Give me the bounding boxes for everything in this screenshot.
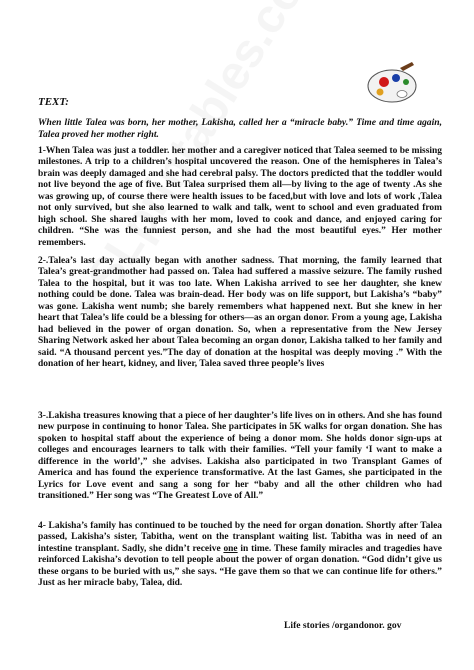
paragraph-4-part-2: in time. These family miracles and tragedies have reinforced Lakisha’s devotion to tell people about the power of organ donation. “God didn’t give us these organs to be buried with us,” she says. “He gave them so that we can continue life for others.” Just as her miracle baby, Talea, did. <box>38 543 442 589</box>
intro-paragraph: When little Talea was born, her mother, Lakisha, called her a “miracle baby.” Time and time again, Talea proved her mother right. <box>38 117 442 141</box>
paragraph-1: 1-When Talea was just a toddler. her mother and a caregiver noticed that Talea seemed to be missing milestones. A trip to a children’s hospital uncovered the reason. One of the hemispheres in Talea’s brain was deeply damaged and she had cerebral palsy. The doctors predicted that the toddler would not live beyond the age of five. But Talea surprised them all—by living to the age of twenty .As she was growing up, of course there were health issues to be faced,but with love and lots of work ,Talea not only survived, but she also learned to walk and talk, went to school and even graduated from high school. She shared laughs with her mom, loved to cook and dance, and enjoyed caring for children. “She was the funniest person, and she had the most beautiful eyes.” Her mother remembers. <box>38 146 442 248</box>
paragraph-2: 2-.Talea’s last day actually began with another sadness. That morning, the family learned that Talea’s great-grandmother had passed on. Talea had suffered a massive seizure. The family rushed Talea to the hospital, but it was too late. When Lakisha arrived to see her daughter, she knew nothing could be done. Talea was brain-dead. Her body was on life support, but Lakisha’s “baby” was gone. Lakisha went numb; she barely remembers what happened next. But she knew in her heart that Talea’s life could be a blessing for others—as an organ donor. From a young age, Lakisha had believed in the power of organ donation. So, when a representative from the New Jersey Sharing Network asked her about Talea becoming an organ donor, Lakisha talked to her family and said. “A thousand percent yes.”The day of donation at the hospital was deeply moving .” With the donation of her heart, kidney, and liver, Talea saved three people’s lives <box>38 256 442 370</box>
paragraph-3: 3-.Lakisha treasures knowing that a piece of her daughter’s life lives on in others. And she has found new purpose in continuing to honor Talea. She participates in 5K walks for organ donation. She has spoken to hospital staff about the experience of being a donor mom. She holds donor sign-ups at colleges and encourages learners to talk with their families. “Tell your family ‘I want to make a difference in the world’,” she advises. Lakisha also participated in two Transplant Games of America and has found the experience transformative. At the last Games, she participated in the Lyrics for Love event and sang a song for her “baby and all the other children who had transitioned.” Her song was “The Greatest Love of All.” <box>38 411 442 502</box>
source-citation: Life stories /organdonor. gov <box>284 620 402 631</box>
paragraph-4 <box>38 521 442 590</box>
section-title: TEXT: <box>38 96 69 108</box>
palette-logo <box>362 60 420 108</box>
underlined-word: one <box>223 543 238 554</box>
paragraph-4-part-1: 4- Lakisha’s family has continued to be touched by the need for organ donation. Shortly after Talea passed, Lakisha’s sister, Tabitha, went on the transplant waiting list. Tabitha was in need of an intestine transplant. Sadly, she didn’t receive <box>38 521 442 554</box>
